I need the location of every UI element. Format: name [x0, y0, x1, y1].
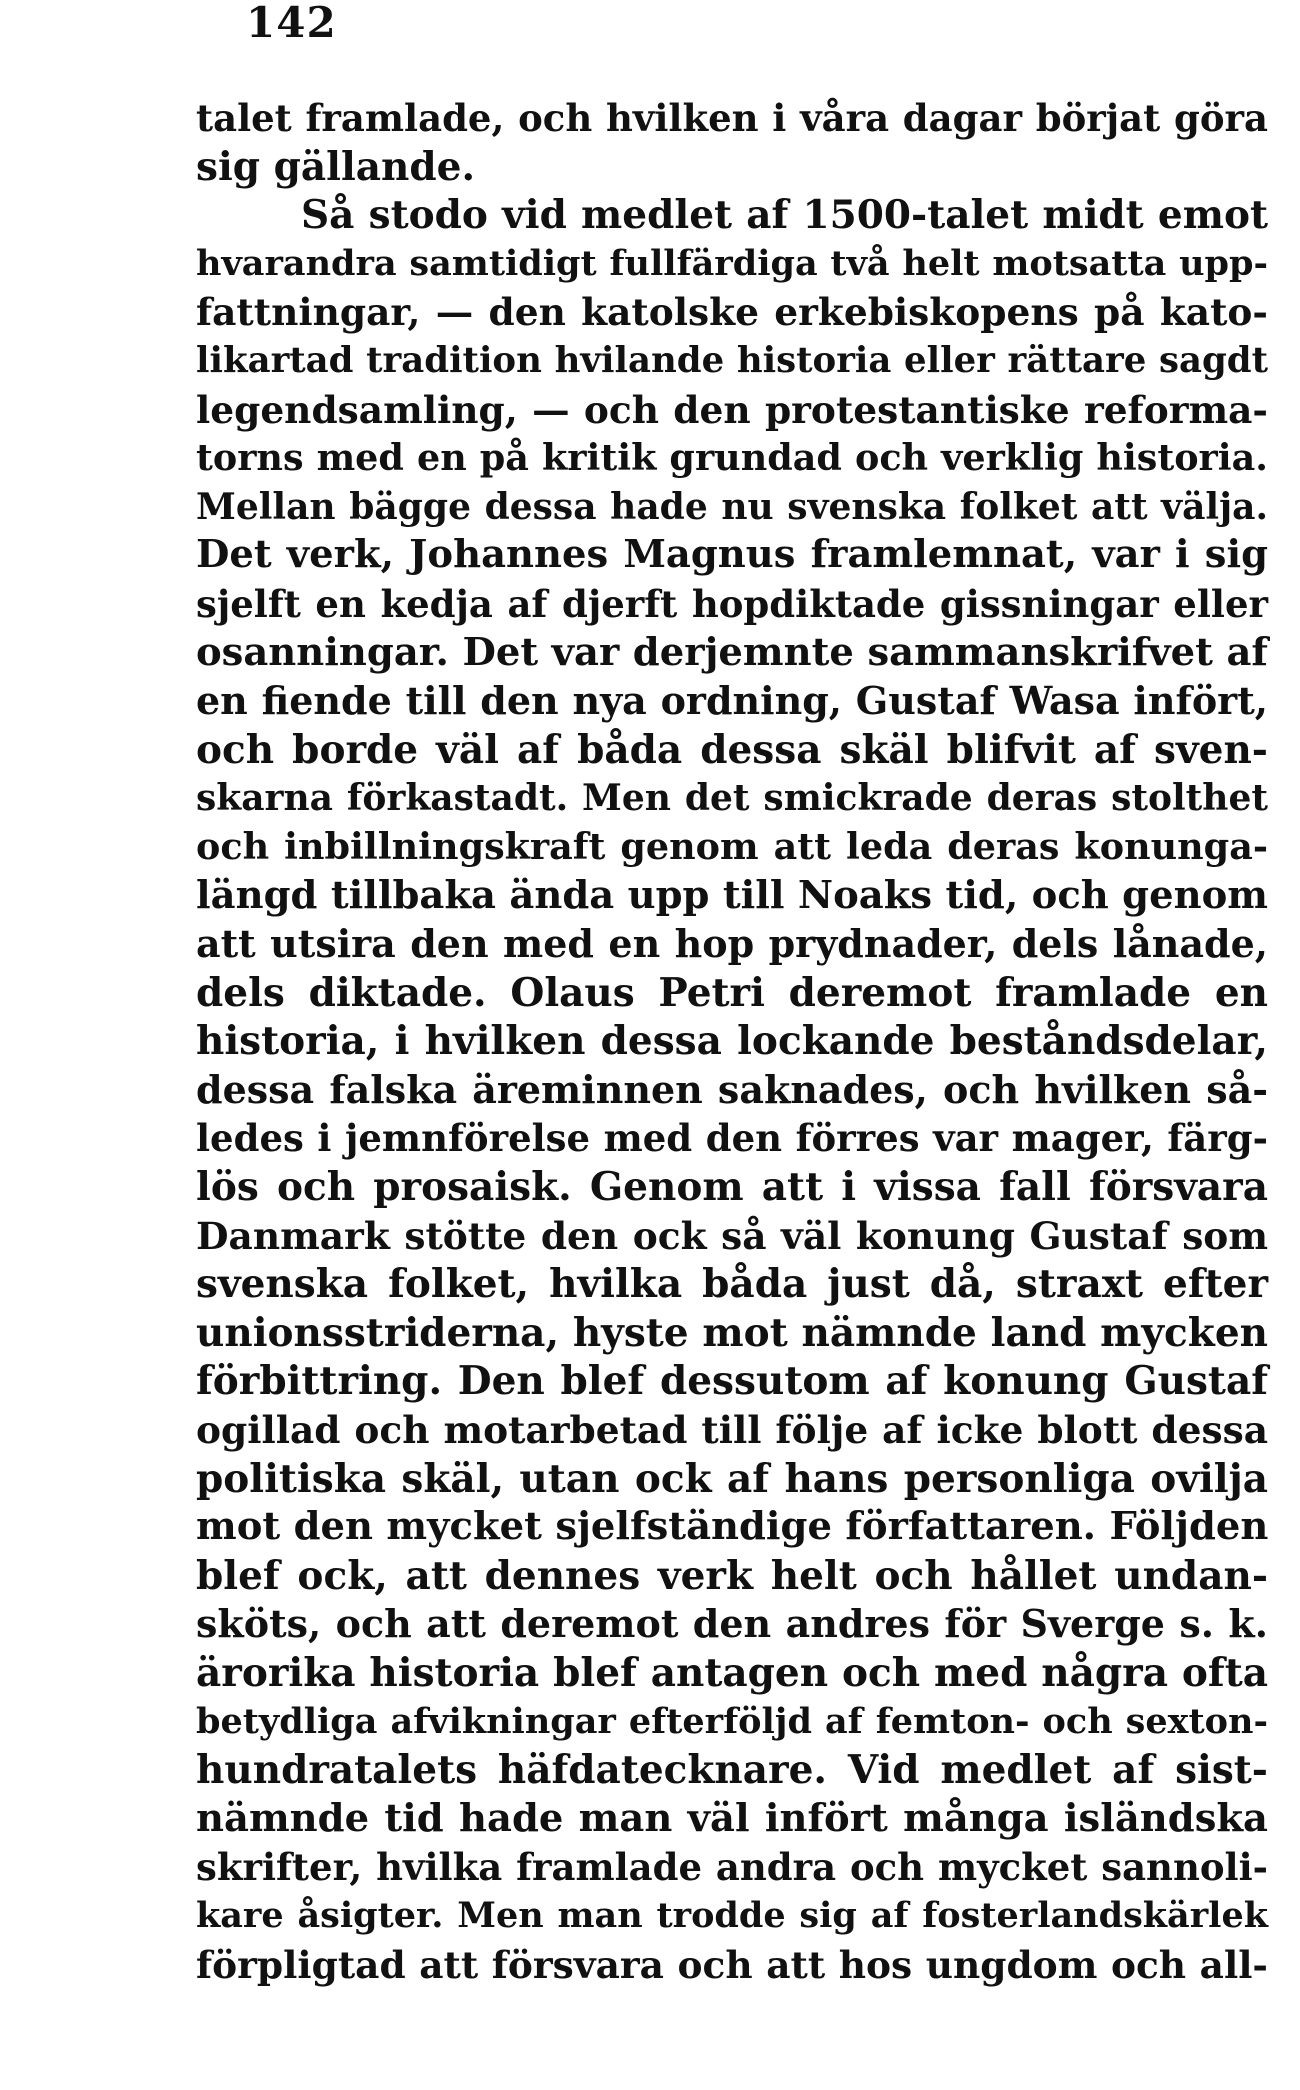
- text-line: historia, i hvilken dessa lockande beståndsdelar,: [196, 1018, 1268, 1065]
- text-line: politiska skäl, utan ock af hans personliga ovilja: [196, 1455, 1268, 1502]
- text-line: likartad tradition hvilande historia eller rättare sagdt: [196, 339, 1268, 381]
- text-line: sjelft en kedja af djerft hopdiktade gissningar eller: [196, 581, 1268, 626]
- text-line: blef ock, att dennes verk helt och hållet undan-: [196, 1552, 1268, 1599]
- page-number: 142: [246, 0, 337, 47]
- text-line: Så stodo vid medlet af 1500-talet midt emot: [301, 192, 1268, 239]
- text-line: förpligtad att försvara och att hos ungdom och all-: [196, 1942, 1268, 1987]
- text-line: dessa falska äreminnen saknades, och hvilken så-: [196, 1066, 1268, 1112]
- text-line: Danmark stötte den ock så väl konung Gustaf som: [196, 1213, 1268, 1258]
- text-line: skrifter, hvilka framlade andra och mycket sannoli-: [196, 1845, 1268, 1890]
- text-line: legendsamling, — och den protestantiske reforma-: [196, 387, 1268, 432]
- text-line: fattningar, — den katolske erkebiskopens på kato-: [196, 290, 1268, 335]
- text-line: Det verk, Johannes Magnus framlemnat, var i sig: [196, 532, 1268, 578]
- text-line: sig gällande.: [196, 143, 476, 190]
- text-line: ledes i jemnförelse med den förres var mager, färg-: [196, 1116, 1268, 1161]
- text-line: nämnde tid hade man väl infört många isländska: [196, 1795, 1268, 1841]
- text-line: hundratalets häfdatecknare. Vid medlet af sist-: [196, 1747, 1268, 1794]
- text-line: unionsstriderna, hyste mot nämnde land mycken: [196, 1309, 1268, 1356]
- text-line: att utsira den med en hop prydnader, dels lånade,: [196, 921, 1268, 967]
- text-line: torns med en på kritik grundad och verklig historia.: [196, 436, 1268, 480]
- text-line: lös och prosaisk. Genom att i vissa fall försvara: [196, 1164, 1268, 1211]
- text-line: dels diktade. Olaus Petri deremot framlade en: [196, 969, 1268, 1016]
- text-line: skarna förkastadt. Men det smickrade deras stolthet: [196, 777, 1268, 820]
- text-line: Mellan bägge dessa hade nu svenska folket att välja.: [196, 485, 1268, 528]
- text-line: sköts, och att deremot den andres för Sverge s. k.: [196, 1601, 1268, 1647]
- text-line: ogillad och motarbetad till följe af icke blott dessa: [196, 1408, 1268, 1453]
- text-line: och borde väl af båda dessa skäl blifvit af sven-: [196, 726, 1268, 773]
- text-line: förbittring. Den blef dessutom af konung Gustaf: [196, 1358, 1268, 1405]
- text-line: en fiende till den nya ordning, Gustaf Wasa infört,: [196, 678, 1268, 724]
- text-line: längd tillbaka ända upp till Noaks tid, och genom: [196, 872, 1268, 918]
- text-line: och inbillningskraft genom att leda deras konunga-: [196, 824, 1268, 868]
- text-line: betydliga afvikningar efterföljd af femton- och sexton-: [196, 1700, 1268, 1742]
- body-text: [196, 94, 1268, 1989]
- text-line: ärorika historia blef antagen och med några ofta: [196, 1650, 1268, 1696]
- text-line: osanningar. Det var derjemnte sammanskrifvet af: [196, 629, 1268, 675]
- text-line: kare åsigter. Men man trodde sig af fosterlandskärlek: [196, 1894, 1268, 1936]
- text-line: svenska folket, hvilka båda just då, straxt efter: [196, 1261, 1268, 1308]
- text-line: hvarandra samtidigt fullfärdiga två helt motsatta upp-: [196, 242, 1268, 284]
- text-line: mot den mycket sjelfständige författaren. Följden: [196, 1504, 1269, 1550]
- text-line: talet framlade, och hvilken i våra dagar börjat göra: [196, 96, 1268, 140]
